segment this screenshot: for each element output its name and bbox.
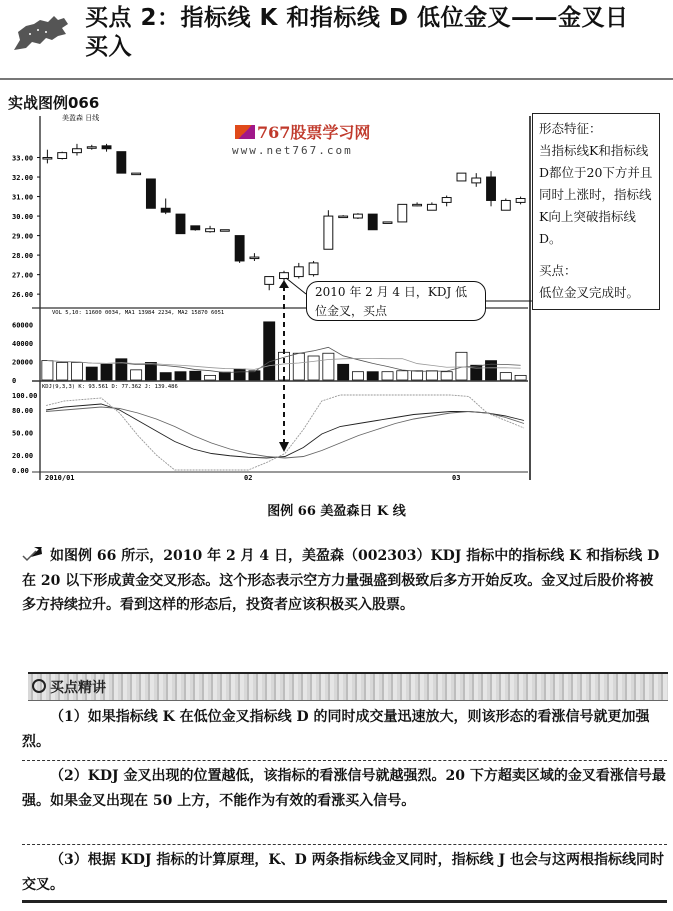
volume-panel <box>12 322 528 390</box>
watermark-brand: 767股票学习网 <box>235 120 370 143</box>
figure-caption: 图例 66 美盈森日 K 线 <box>267 504 406 519</box>
svg-text:40000: 40000 <box>12 340 34 349</box>
paragraph-text: 如图例 66 所示，2010 年 2 月 4 日，美盈森（002303）KDJ 指标中的指标线 K 和指标线 D 在 20 以下形成黄金交叉形态。这个形态表示空方力量强盛到极致后多方开始反攻。金叉过后股价将被多方持续拉升。看到这样的形态后，投资者应该积极买入股票。 <box>22 548 660 613</box>
svg-text:32.00: 32.00 <box>12 174 34 183</box>
page-title <box>85 4 670 62</box>
bottom-divider <box>22 900 667 903</box>
dotted-divider <box>22 760 667 761</box>
bull-icon <box>10 10 72 54</box>
svg-text:80.00: 80.00 <box>12 407 34 415</box>
arrow-up-right-icon <box>22 546 44 562</box>
svg-text:0.00: 0.00 <box>12 467 29 475</box>
crossover-callout <box>306 281 486 321</box>
svg-text:27.00: 27.00 <box>12 271 34 280</box>
svg-text:50.00: 50.00 <box>12 429 34 438</box>
buy-point-body: 低位金叉完成时。 <box>539 285 640 300</box>
svg-text:2010/01: 2010/01 <box>45 474 75 482</box>
svg-text:KDJ(9,3,3) K: 93.561 D: 77.362: KDJ(9,3,3) K: 93.561 D: 77.362 J: 139.486 <box>42 384 178 390</box>
svg-text:29.00: 29.00 <box>12 232 34 241</box>
title-divider <box>0 78 673 80</box>
callout-line-2: 位金叉，买点 <box>315 304 388 318</box>
svg-text:33.00: 33.00 <box>12 154 34 163</box>
svg-text:0: 0 <box>12 377 17 385</box>
description-paragraph <box>22 544 662 618</box>
svg-text:31.00: 31.00 <box>12 193 34 202</box>
pattern-heading: 形态特征： <box>539 121 602 136</box>
svg-text:20000: 20000 <box>12 358 34 367</box>
svg-text:28.00: 28.00 <box>12 252 34 261</box>
title-line-2: 买入 <box>85 34 132 60</box>
point-2: （2）KDJ 金叉出现的位置越低，该指标的看涨信号就越强烈。20 下方超卖区域的金叉看涨信号最强。如果金叉出现在 50 上方，不能作为有效的看涨买入信号。 <box>22 768 666 809</box>
svg-text:02: 02 <box>244 474 253 482</box>
svg-text:03: 03 <box>452 474 461 482</box>
svg-text:60000: 60000 <box>12 321 34 330</box>
svg-text:20.00: 20.00 <box>12 452 34 460</box>
svg-text:100.00: 100.00 <box>12 392 38 400</box>
svg-text:30.00: 30.00 <box>12 213 34 222</box>
circle-bullet-icon <box>32 679 46 693</box>
figure-label: 实战图例066 <box>8 94 100 112</box>
pattern-body: 当指标线K和指标线D都位于20下方并且同时上涨时，指标线K向上突破指标线D。 <box>539 143 653 246</box>
point-1: （1）如果指标线 K 在低位金叉指标线 D 的同时成交量迅速放大，则该形态的看涨信号就更加强烈。 <box>22 709 650 750</box>
svg-text:VOL 5,10: 11600 0034, MA1 1398: VOL 5,10: 11600 0034, MA1 13984 2234, MA2 15870 6051 <box>52 310 225 316</box>
section-header <box>28 672 668 701</box>
kdj-panel <box>12 392 528 482</box>
brand-logo-icon <box>235 125 255 139</box>
buy-point-heading: 买点： <box>539 263 577 278</box>
point-3: （3）根据 KDJ 指标的计算原理，K、D 两条指标线金叉同时，指标线 J 也会与这两根指标线同时交叉。 <box>22 852 664 893</box>
dotted-divider <box>22 844 667 845</box>
watermark-url: www.net767.com <box>232 144 353 157</box>
callout-line-1: 2010 年 2 月 4 日，KDJ 低 <box>315 285 468 299</box>
pattern-feature-box <box>532 113 660 310</box>
title-line-1: 买点 2：指标线 K 和指标线 D 低位金叉——金叉日 <box>85 5 629 31</box>
svg-text:美盈森 日线: 美盈森 日线 <box>62 114 100 122</box>
svg-text:26.00: 26.00 <box>12 291 34 300</box>
section-title: 买点精讲 <box>50 680 106 696</box>
candlestick-series <box>43 144 525 290</box>
